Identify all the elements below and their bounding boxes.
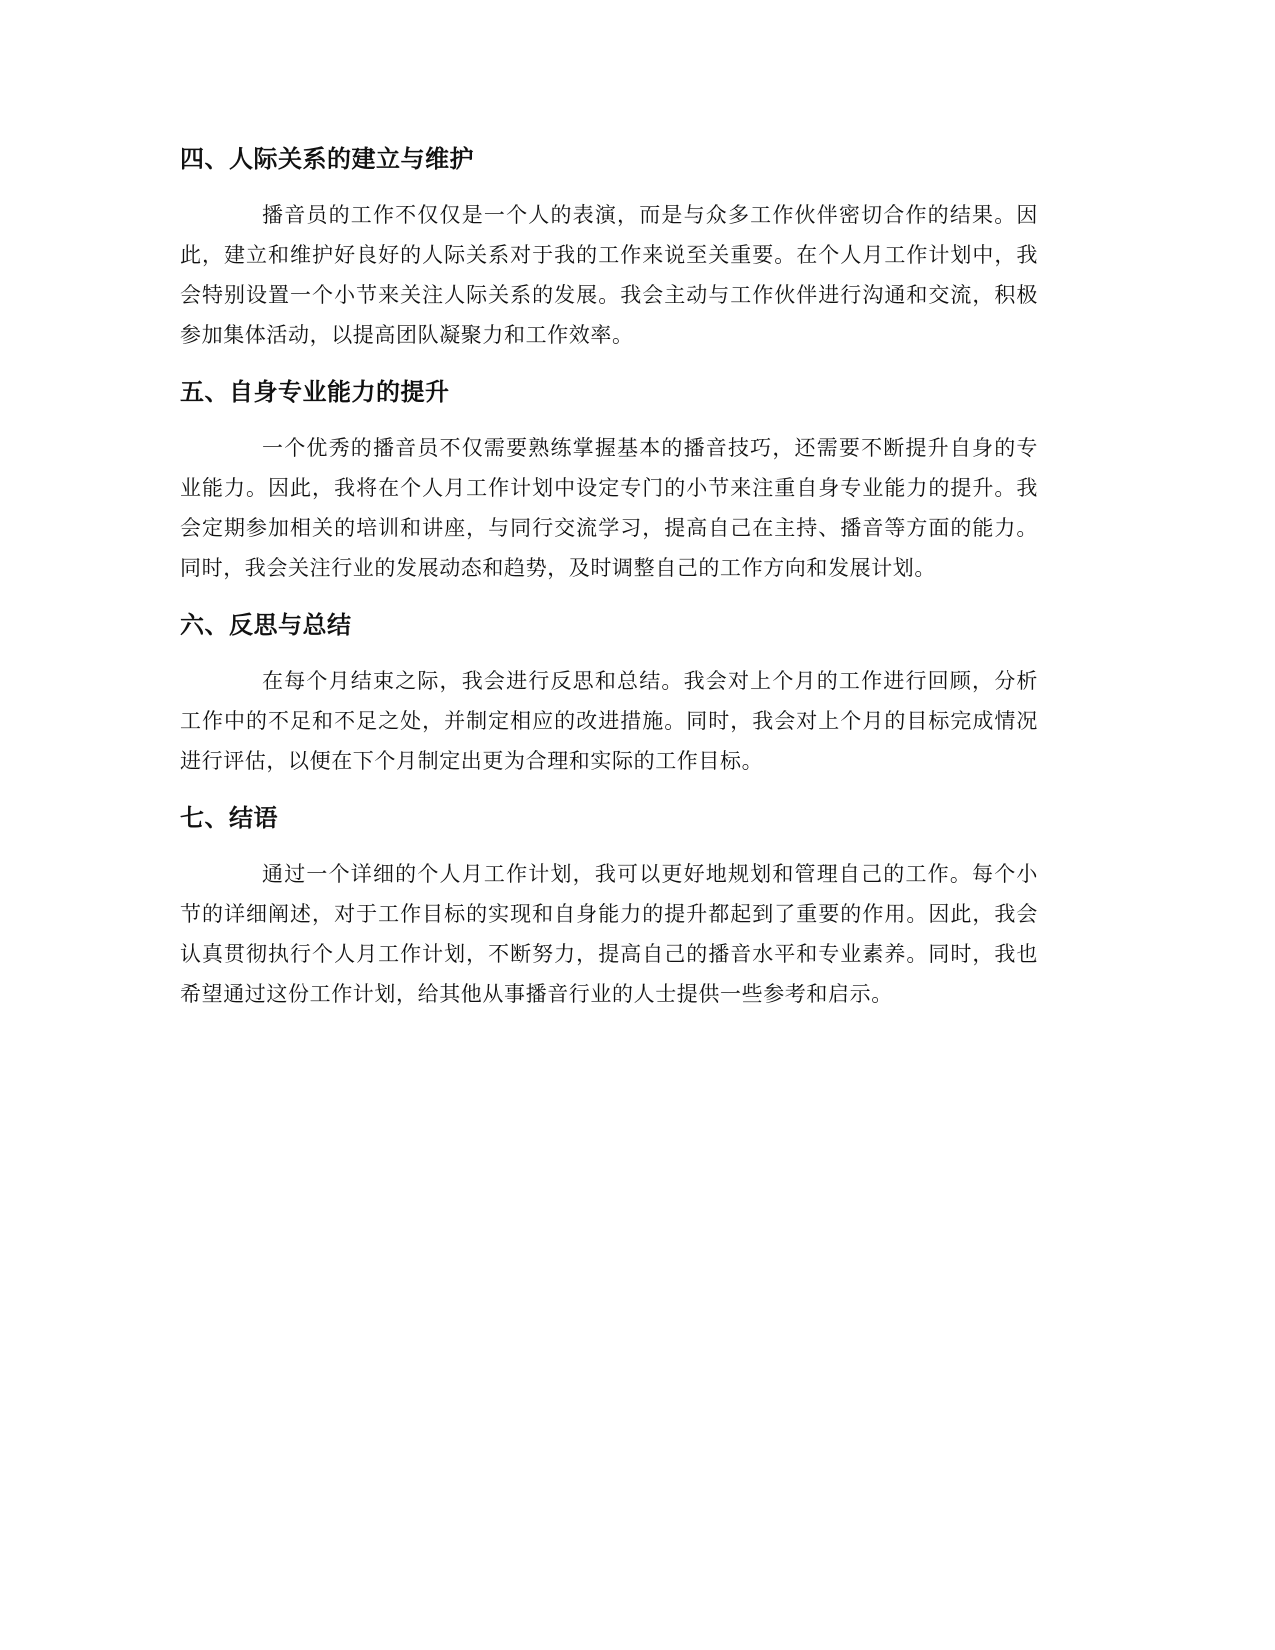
section-interpersonal — [180, 142, 1038, 355]
section-paragraph: 播音员的工作不仅仅是一个人的表演，而是与众多工作伙伴密切合作的结果。因此，建立和维护好良好的人际关系对于我的工作来说至关重要。在个人月工作计划中，我会特别设置一个小节来关注人际关系的发展。我会主动与工作伙伴进行沟通和交流，积极参加集体活动，以提高团队凝聚力和工作效率。 — [180, 203, 1038, 347]
section-professional-growth — [180, 375, 1038, 588]
section-paragraph: 一个优秀的播音员不仅需要熟练掌握基本的播音技巧，还需要不断提升自身的专业能力。因此，我将在个人月工作计划中设定专门的小节来注重自身专业能力的提升。我会定期参加相关的培训和讲座，与同行交流学习，提高自己在主持、播音等方面的能力。同时，我会关注行业的发展动态和趋势，及时调整自己的工作方向和发展计划。 — [180, 436, 1038, 580]
section-reflection — [180, 608, 1038, 781]
section-heading: 五、自身专业能力的提升 — [180, 378, 450, 406]
section-heading: 四、人际关系的建立与维护 — [180, 145, 474, 173]
section-paragraph: 在每个月结束之际，我会进行反思和总结。我会对上个月的工作进行回顾，分析工作中的不足和不足之处，并制定相应的改进措施。同时，我会对上个月的目标完成情况进行评估，以便在下个月制定出更为合理和实际的工作目标。 — [180, 669, 1038, 773]
document-page — [180, 142, 1038, 1034]
section-heading: 七、结语 — [180, 804, 278, 832]
section-paragraph: 通过一个详细的个人月工作计划，我可以更好地规划和管理自己的工作。每个小节的详细阐述，对于工作目标的实现和自身能力的提升都起到了重要的作用。因此，我会认真贯彻执行个人月工作计划，不断努力，提高自己的播音水平和专业素养。同时，我也希望通过这份工作计划，给其他从事播音行业的人士提供一些参考和启示。 — [180, 862, 1038, 1006]
section-heading: 六、反思与总结 — [180, 611, 352, 639]
section-conclusion — [180, 801, 1038, 1014]
